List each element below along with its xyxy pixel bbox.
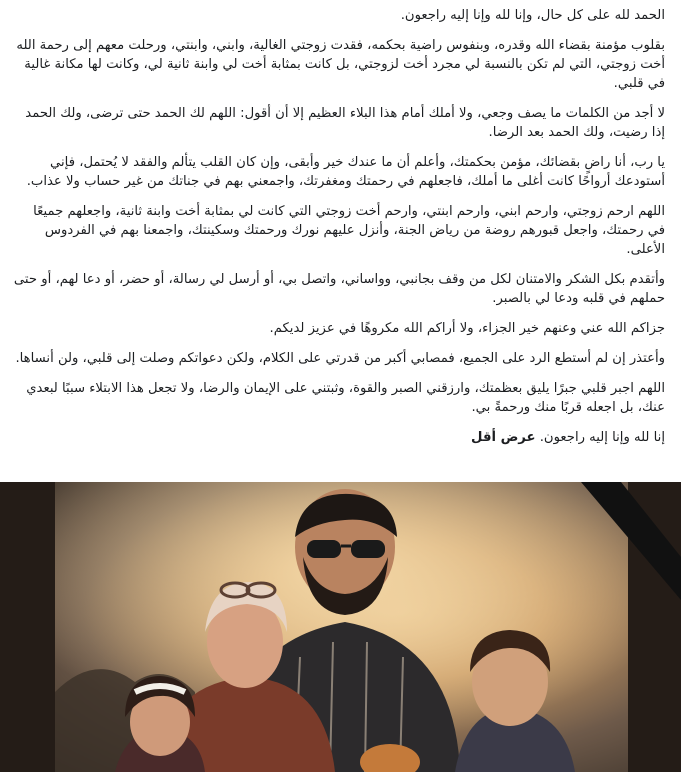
family-photo bbox=[55, 482, 628, 772]
post-paragraph: لا أجد من الكلمات ما يصف وجعي، ولا أملك أمام هذا البلاء العظيم إلا أن أقول: اللهم لك الحمد حتى ترضى، ولك الحمد إذا رضيت، ولك الحمد بعد الرضا. bbox=[25, 106, 665, 140]
mourning-ribbon-icon bbox=[561, 482, 681, 612]
family-photo-illustration bbox=[55, 482, 628, 772]
post-paragraph: بقلوب مؤمنة بقضاء الله وقدره، وبنفوس راضية بحكمه، فقدت زوجتي الغالية، وابني، وابنتي، ورحلت معهم إلى رحمة الله أخت زوجتي، التي لم تكن بالنسبة لي مجرد أخت لزوجتي، بل كانت بمثابة أخت لي وابنة ثانية لي، وكانت لها مكانة غالية في قلبي. bbox=[16, 38, 665, 91]
post-paragraph: يا رب، أنا راضٍ بقضائك، مؤمن بحكمتك، وأعلم أن ما عندك خير وأبقى، وإن كان القلب يتألم والفقد لا يُحتمل، فإني أستودعك أرواحًا كانت أغلى ما أملك، فاجعلهم في رحمتك ومغفرتك، واجمعني بهم في جناتك من غير حساب ولا عذاب. bbox=[26, 155, 665, 189]
post-paragraph: اللهم ارحم زوجتي، وارحم ابني، وارحم ابنتي، وارحم أخت زوجتي التي كانت لي بمثابة أخت وابنة ثانية، واجعلهم جميعًا في رحمتك، واجعل قبورهم روضة من رياض الجنة، وأنزل عليهم نورك ورحمتك وسكينتك، واجمعنا بهم في الفردوس الأعلى. bbox=[33, 204, 665, 257]
post-paragraph: وأعتذر إن لم أستطع الرد على الجميع، فمصابي أكبر من قدرتي على الكلام، ولكن دعواتكم وصلت إلى قلبي، ولن أنساها. bbox=[15, 351, 665, 366]
post-paragraph: اللهم اجبر قلبي جبرًا يليق بعظمتك، وارزقني الصبر والقوة، وثبتني على الإيمان والرضا، ولا تجعل هذا الابتلاء سببًا لبعدي عنك، بل اجعله قربًا منك ورحمةً بي. bbox=[26, 381, 665, 415]
post-paragraph: الحمد لله على كل حال، وإنا لله وإنا إليه راجعون. bbox=[400, 8, 665, 23]
closing-line: إنا لله وإنا إليه راجعون. bbox=[539, 430, 665, 445]
post-photo[interactable] bbox=[0, 482, 681, 772]
closing-paragraph bbox=[12, 428, 665, 447]
post-paragraph: جزاكم الله عني وعنهم خير الجزاء، ولا أراكم الله مكروهًا في عزيز لديكم. bbox=[269, 321, 665, 336]
see-less-link[interactable]: عرض أقل bbox=[471, 430, 536, 445]
post-paragraph: وأتقدم بكل الشكر والامتنان لكل من وقف بجانبي، وواساني، واتصل بي، أو أرسل لي رسالة، أو حضر، أو دعا لهم، أو حتى حملهم في قلبه ودعا لي بالصبر. bbox=[13, 272, 665, 306]
